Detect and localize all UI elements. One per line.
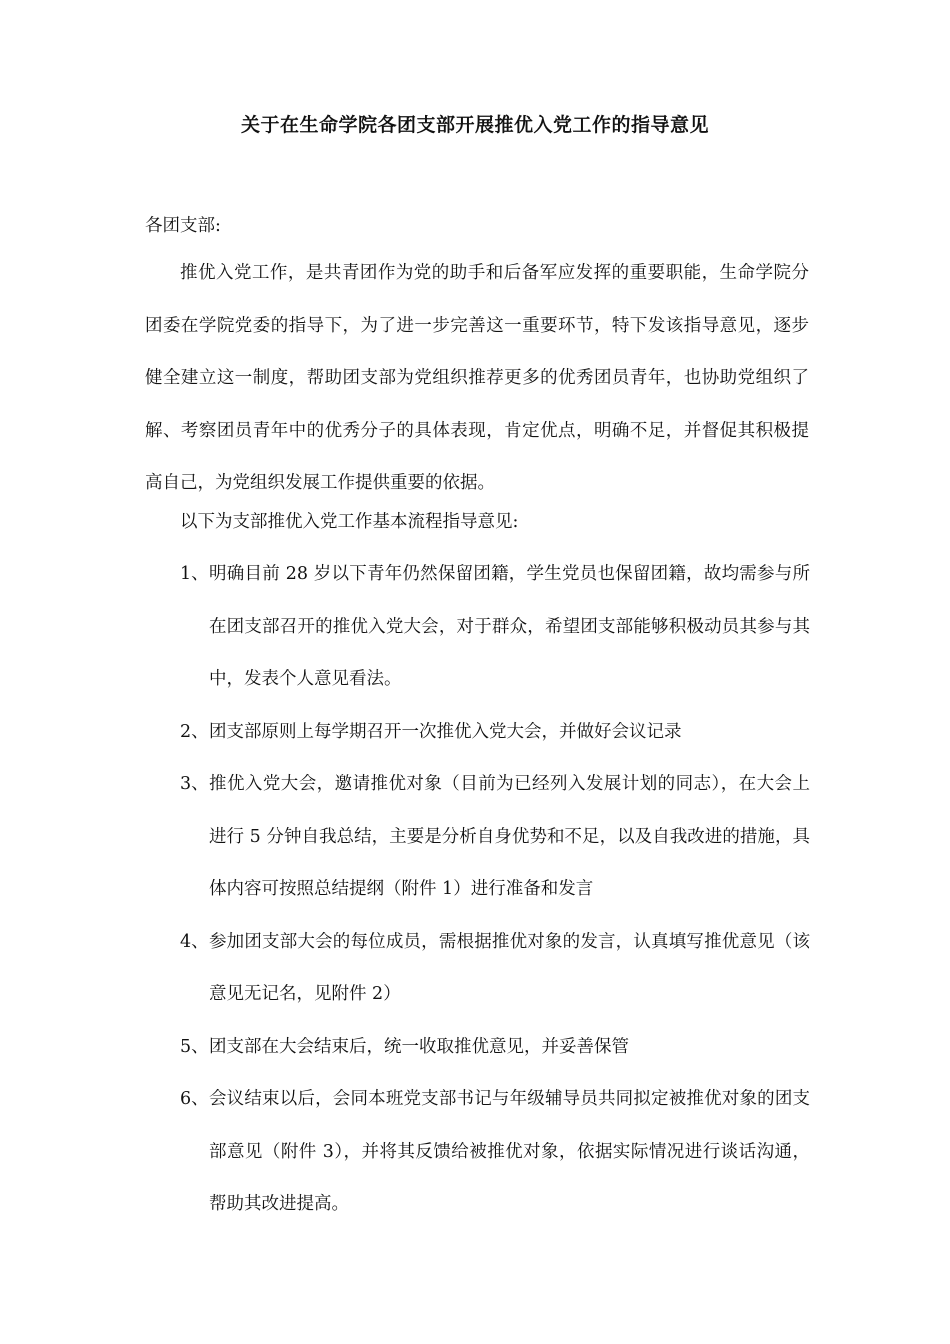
list-item (180, 706, 810, 759)
list-item-number: 5、 (180, 1036, 209, 1057)
list-item-text: 会议结束以后，会同本班党支部书记与年级辅导员共同拟定被推优对象的团支部意见（附件 3），并将其反馈给被推优对象，依据实际情况进行谈话沟通，帮助其改进提高。 (209, 1089, 810, 1214)
process-steps-list (180, 548, 810, 1231)
list-item-number: 1、 (180, 564, 209, 584)
list-item-number: 2、 (180, 721, 209, 742)
document-title: 关于在生命学院各团支部开展推优入党工作的指导意见 (240, 114, 709, 136)
list-item-text: 明确目前 28 岁以下青年仍然保留团籍，学生党员也保留团籍，故均需参与所在团支部召开的推优入党大会，对于群众，希望团支部能够积极动员其参与其中，发表个人意见看法。 (209, 564, 810, 689)
list-item (180, 758, 810, 916)
list-item-number: 6、 (180, 1089, 209, 1109)
list-item-text: 团支部原则上每学期召开一次推优入党大会，并做好会议记录 (209, 721, 682, 742)
list-item-text: 团支部在大会结束后，统一收取推优意见，并妥善保管 (209, 1036, 629, 1057)
intro-paragraph: 推优入党工作，是共青团作为党的助手和后备军应发挥的重要职能，生命学院分团委在学院党委的指导下，为了进一步完善这一重要环节，特下发该指导意见，逐步健全建立这一制度，帮助团支部为党组织推荐更多的优秀团员青年，也协助党组织了解、考察团员青年中的优秀分子的具体表现，肯定优点，明确不足，并督促其积极提高自己，为党组织发展工作提供重要的依据。 (145, 263, 809, 493)
list-item (180, 1021, 810, 1074)
list-item (180, 548, 810, 706)
process-heading-paragraph: 以下为支部推优入党工作基本流程指导意见: (180, 512, 519, 532)
list-item (180, 1073, 810, 1231)
list-item-text: 推优入党大会，邀请推优对象（目前为已经列入发展计划的同志），在大会上进行 5 分钟自我总结，主要是分析自身优势和不足，以及自我改进的措施，具体内容可按照总结提纲（附件 1）进行准备和发言 (209, 774, 810, 899)
list-item (180, 916, 810, 1021)
salutation: 各团支部: (145, 216, 221, 236)
list-item-number: 4、 (180, 931, 209, 952)
list-item-number: 3、 (180, 774, 209, 794)
list-item-text: 参加团支部大会的每位成员，需根据推优对象的发言，认真填写推优意见（该意见无记名，见附件 2） (209, 931, 810, 1004)
